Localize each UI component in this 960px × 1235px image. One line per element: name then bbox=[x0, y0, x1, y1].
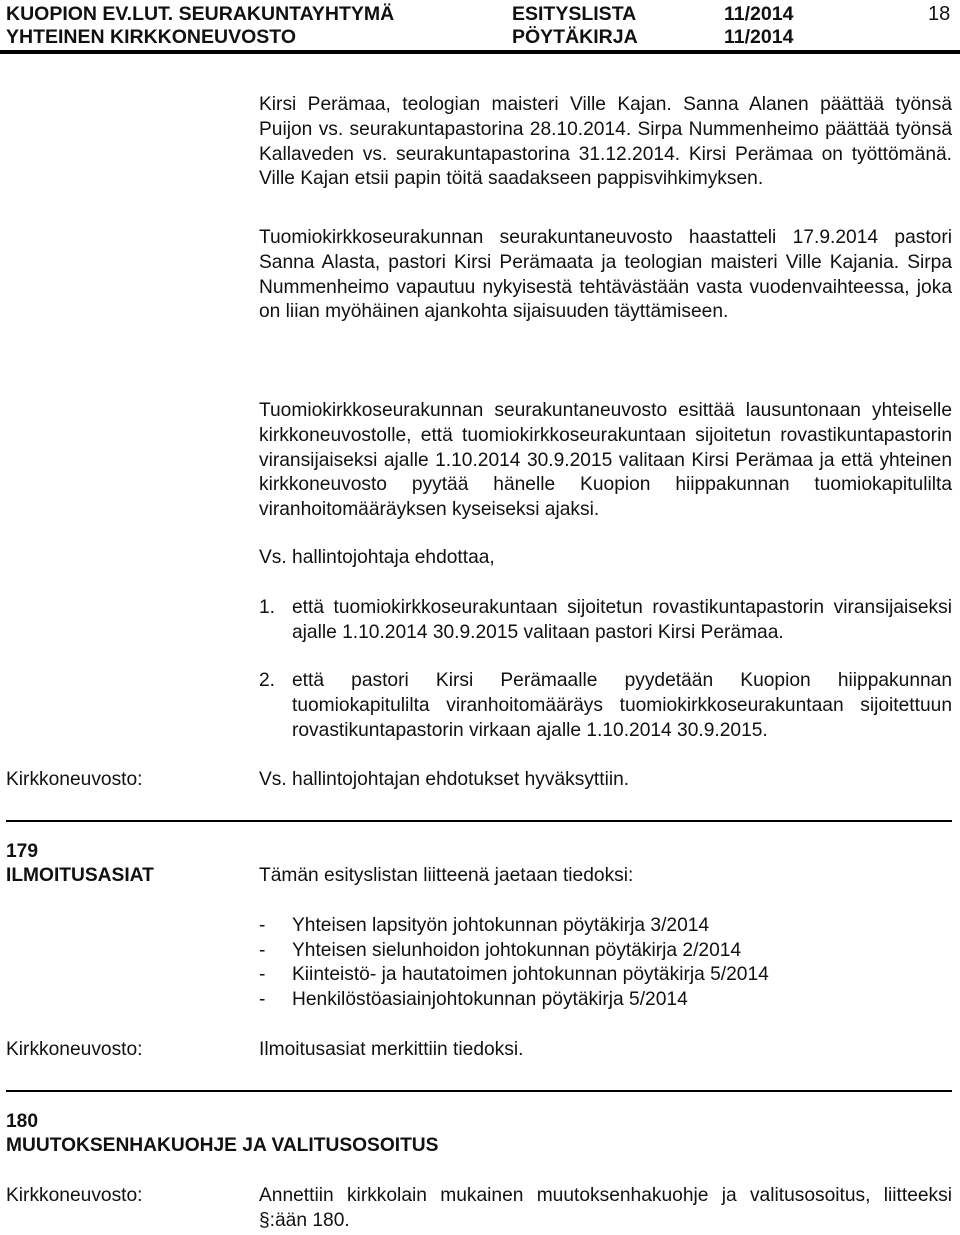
decision-label: Kirkkoneuvosto: bbox=[6, 1185, 143, 1206]
list-item-text: Yhteisen sielunhoidon johtokunnan pöytäkirja 2/2014 bbox=[292, 940, 742, 961]
agenda-number: 11/2014 bbox=[724, 3, 794, 25]
decision-text-content: Vs. hallintojohtajan ehdotukset hyväksyttiin. bbox=[259, 769, 630, 790]
list-dash: - bbox=[259, 989, 266, 1010]
list-item-text: Henkilöstöasiainjohtokunnan pöytäkirja 5/2014 bbox=[292, 989, 688, 1010]
proposal-number: 1. bbox=[259, 597, 276, 618]
section-intro-text: Tämän esityslistan liitteenä jaetaan tiedoksi: bbox=[259, 865, 634, 886]
decision-text-content: Ilmoitusasiat merkittiin tiedoksi. bbox=[259, 1039, 524, 1060]
paragraph-interview bbox=[259, 226, 952, 325]
list-dash: - bbox=[259, 964, 266, 985]
proposal-item bbox=[259, 669, 952, 743]
organization-name: KUOPION EV.LUT. SEURAKUNTAYHTYMÄ bbox=[6, 3, 395, 25]
decision-text-content: Annettiin kirkkolain mukainen muutoksenhakuohje ja valitusosoitus, liitteeksi §:ään 180. bbox=[259, 1185, 952, 1231]
header-rule bbox=[0, 50, 960, 54]
minutes-number: 11/2014 bbox=[724, 26, 794, 48]
section-divider bbox=[6, 820, 952, 822]
section-number: 180 bbox=[6, 1111, 39, 1132]
section-title: ILMOITUSASIAT bbox=[6, 865, 154, 886]
page-header bbox=[0, 0, 960, 46]
doc-type-minutes: PÖYTÄKIRJA bbox=[512, 26, 638, 48]
doc-type-agenda: ESITYSLISTA bbox=[512, 3, 637, 25]
decision-text bbox=[259, 1184, 952, 1234]
decision-text bbox=[259, 1038, 952, 1063]
paragraph-text: Tuomiokirkkoseurakunnan seurakuntaneuvosto esittää lausuntonaan yhteiselle kirkkoneuvostolle, että tuomiokirkkoseurakuntaan sijoitetun rovastikuntapastorin viransijaiseksi ajalle 1.10.2014 30.9.2015 valitaan Kirsi Perämaa ja että yhteinen kirkkoneuvosto pyytää hänelle Kuopion hiippakunnan tuomiokapitulilta viranhoitomääräyksen kyseiseksi ajaksi. bbox=[259, 400, 952, 521]
proposal-text: että tuomiokirkkoseurakuntaan sijoitetun rovastikuntapastorin viransijaiseksi ajalle 1.10.2014 30.9.2015 valitaan pastori Kirsi Perämaa. bbox=[292, 597, 952, 643]
proposal-number: 2. bbox=[259, 670, 276, 691]
list-dash: - bbox=[259, 915, 266, 936]
decision-label: Kirkkoneuvosto: bbox=[6, 1039, 143, 1060]
list-dash: - bbox=[259, 940, 266, 961]
proposal-item bbox=[259, 596, 952, 646]
paragraph-statement bbox=[259, 399, 952, 523]
decision-text bbox=[259, 768, 952, 793]
section-title: MUUTOKSENHAKUOHJE JA VALITUSOSOITUS bbox=[6, 1135, 439, 1156]
list-item-text: Kiinteistö- ja hautatoimen johtokunnan pöytäkirja 5/2014 bbox=[292, 964, 769, 985]
paragraph-text: Kirsi Perämaa, teologian maisteri Ville Kajan. Sanna Alanen päättää työnsä Puijon vs. seurakuntapastorina 28.10.2014. Sirpa Nummenheimo päättää työnsä Kallaveden vs. seurakuntapastorina 31.12.2014. Kirsi Perämaa on työttömänä. Ville Kajan etsii papin töitä saadakseen pappisvihkimyksen. bbox=[259, 94, 952, 190]
list-item-text: Yhteisen lapsityön johtokunnan pöytäkirja 3/2014 bbox=[292, 915, 710, 936]
section-intro bbox=[259, 864, 952, 889]
section-number: 179 bbox=[6, 841, 39, 862]
page-number: 18 bbox=[928, 3, 951, 25]
paragraph-candidates bbox=[259, 93, 952, 192]
paragraph-proposal-intro bbox=[259, 546, 952, 571]
paragraph-text: Tuomiokirkkoseurakunnan seurakuntaneuvosto haastatteli 17.9.2014 pastori Sanna Alasta, pastori Kirsi Perämaata ja teologian maisteri Ville Kajania. Sirpa Nummenheimo vapautuu nykyisestä tehtävästään vasta vuodenvaihteessa, joka on liian myöhäinen ajankohta sijaisuuden täyttämiseen. bbox=[259, 227, 952, 323]
decision-label: Kirkkoneuvosto: bbox=[6, 769, 143, 790]
section-divider bbox=[6, 1090, 952, 1092]
council-name: YHTEINEN KIRKKONEUVOSTO bbox=[6, 26, 297, 48]
proposal-text: että pastori Kirsi Perämaalle pyydetään Kuopion hiippakunnan tuomiokapitulilta viranhoitomääräys tuomiokirkkoseurakuntaan sijoitettuun rovastikuntapastorin virkaan ajalle 1.10.2014 30.9.2015. bbox=[292, 670, 952, 741]
paragraph-text: Vs. hallintojohtaja ehdottaa, bbox=[259, 547, 495, 568]
